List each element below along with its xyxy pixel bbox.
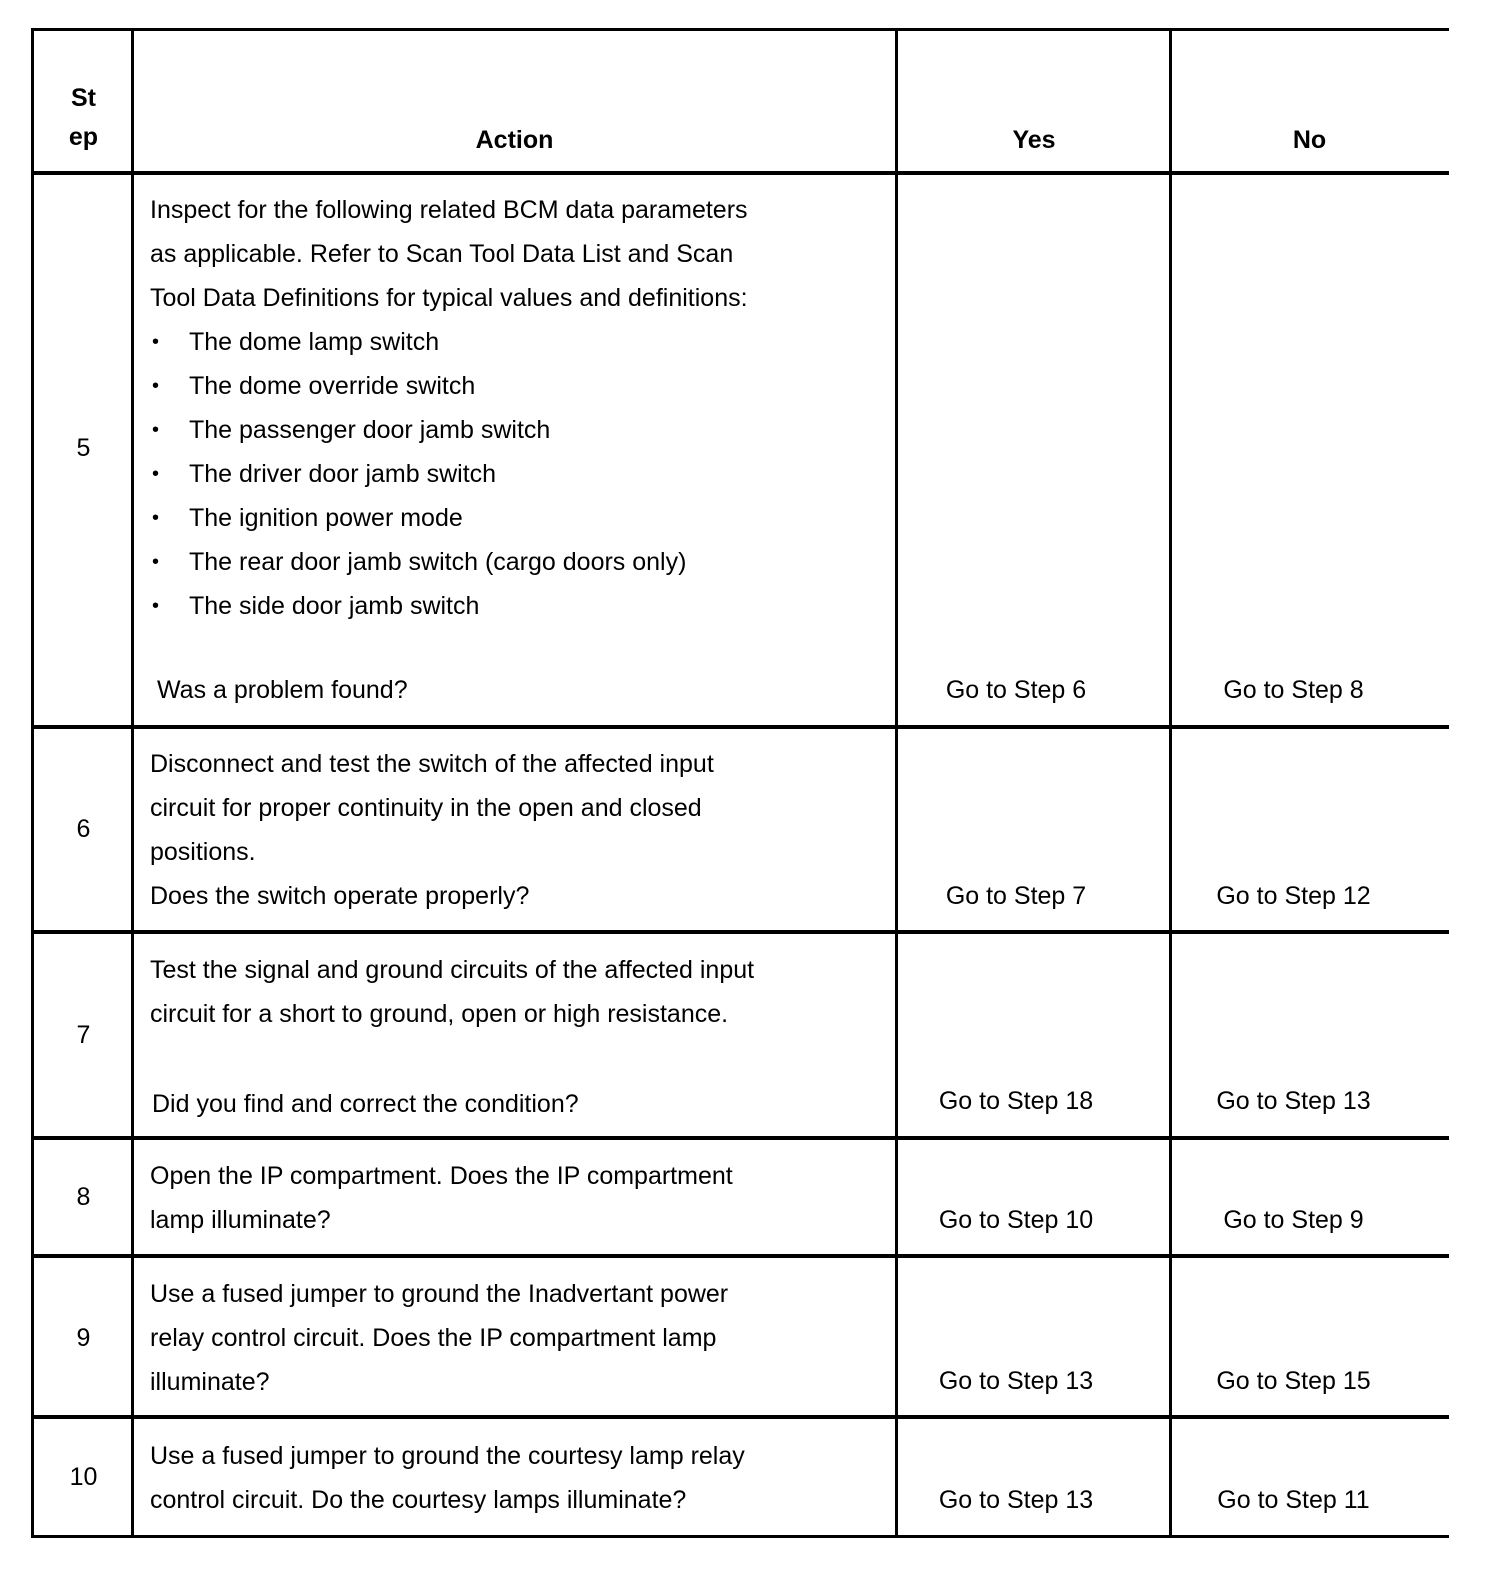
action-line: Disconnect and test the switch of the affected input: [150, 750, 714, 778]
header-step-line2: ep: [68, 123, 99, 151]
list-item: • The dome lamp switch: [150, 320, 880, 364]
column-divider: [895, 28, 898, 1538]
list-item: • The driver door jamb switch: [150, 452, 880, 496]
question-text: Did you find and correct the condition?: [152, 1090, 579, 1118]
column-divider: [131, 28, 134, 1538]
action-line: Inspect for the following related BCM data parameters: [150, 196, 748, 224]
row-divider: [31, 1415, 1449, 1419]
list-item: • The side door jamb switch: [150, 584, 880, 628]
header-no: No: [1292, 126, 1327, 154]
action-line: circuit for proper continuity in the open and closed: [150, 794, 702, 822]
step-number: 6: [76, 815, 91, 843]
action-text: [150, 1272, 880, 1404]
header-step: [34, 79, 133, 157]
row-divider: [31, 930, 1449, 934]
action-line: circuit for a short to ground, open or high resistance.: [150, 1000, 729, 1028]
action-line: lamp illuminate?: [150, 1206, 331, 1234]
step-number: 10: [69, 1463, 98, 1491]
action-line: positions.: [150, 838, 256, 866]
action-text: [150, 742, 880, 918]
row-divider: [31, 28, 1449, 31]
list-item: • The ignition power mode: [150, 496, 880, 540]
action-line: control circuit. Do the courtesy lamps illuminate?: [150, 1486, 687, 1514]
parameter-list: [150, 320, 880, 628]
no-result: Go to Step 15: [1216, 1367, 1371, 1395]
column-divider: [1169, 28, 1172, 1538]
question-text: Does the switch operate properly?: [150, 882, 530, 910]
action-line: illuminate?: [150, 1368, 270, 1396]
action-text: [150, 1434, 880, 1522]
row-divider: [31, 171, 1449, 175]
action-line: relay control circuit. Does the IP compartment lamp: [150, 1324, 717, 1352]
action-line: Use a fused jumper to ground the Inadvertant power: [150, 1280, 729, 1308]
action-line: Use a fused jumper to ground the courtesy lamp relay: [150, 1442, 745, 1470]
action-text: [150, 188, 880, 628]
no-result: Go to Step 13: [1216, 1087, 1371, 1115]
action-line: Tool Data Definitions for typical values and definitions:: [150, 284, 748, 312]
list-item: • The rear door jamb switch (cargo doors only): [150, 540, 880, 584]
header-action: Action: [475, 126, 554, 154]
no-result: Go to Step 8: [1223, 676, 1364, 704]
yes-result: Go to Step 7: [945, 882, 1087, 910]
action-text: [150, 1154, 880, 1242]
action-line: Open the IP compartment. Does the IP compartment: [150, 1162, 733, 1190]
action-text: [150, 948, 880, 1036]
row-divider: [31, 1254, 1449, 1258]
step-number: 5: [76, 434, 91, 462]
action-line: as applicable. Refer to Scan Tool Data List and Scan: [150, 240, 734, 268]
header-yes: Yes: [1012, 126, 1056, 154]
yes-result: Go to Step 10: [938, 1206, 1094, 1234]
header-step-line1: St: [71, 84, 96, 112]
row-divider: [31, 1136, 1449, 1140]
question-text: Was a problem found?: [157, 676, 408, 704]
yes-result: Go to Step 18: [938, 1087, 1094, 1115]
action-line: Test the signal and ground circuits of the affected input: [150, 956, 755, 984]
list-item: • The passenger door jamb switch: [150, 408, 880, 452]
step-number: 9: [76, 1324, 91, 1352]
step-number: 8: [76, 1183, 91, 1211]
yes-result: Go to Step 13: [938, 1367, 1094, 1395]
row-divider: [31, 725, 1449, 729]
no-result: Go to Step 11: [1217, 1486, 1370, 1514]
list-item: • The dome override switch: [150, 364, 880, 408]
step-number: 7: [76, 1021, 91, 1049]
yes-result: Go to Step 6: [945, 676, 1087, 704]
no-result: Go to Step 12: [1216, 882, 1371, 910]
yes-result: Go to Step 13: [938, 1486, 1094, 1514]
no-result: Go to Step 9: [1223, 1206, 1364, 1234]
